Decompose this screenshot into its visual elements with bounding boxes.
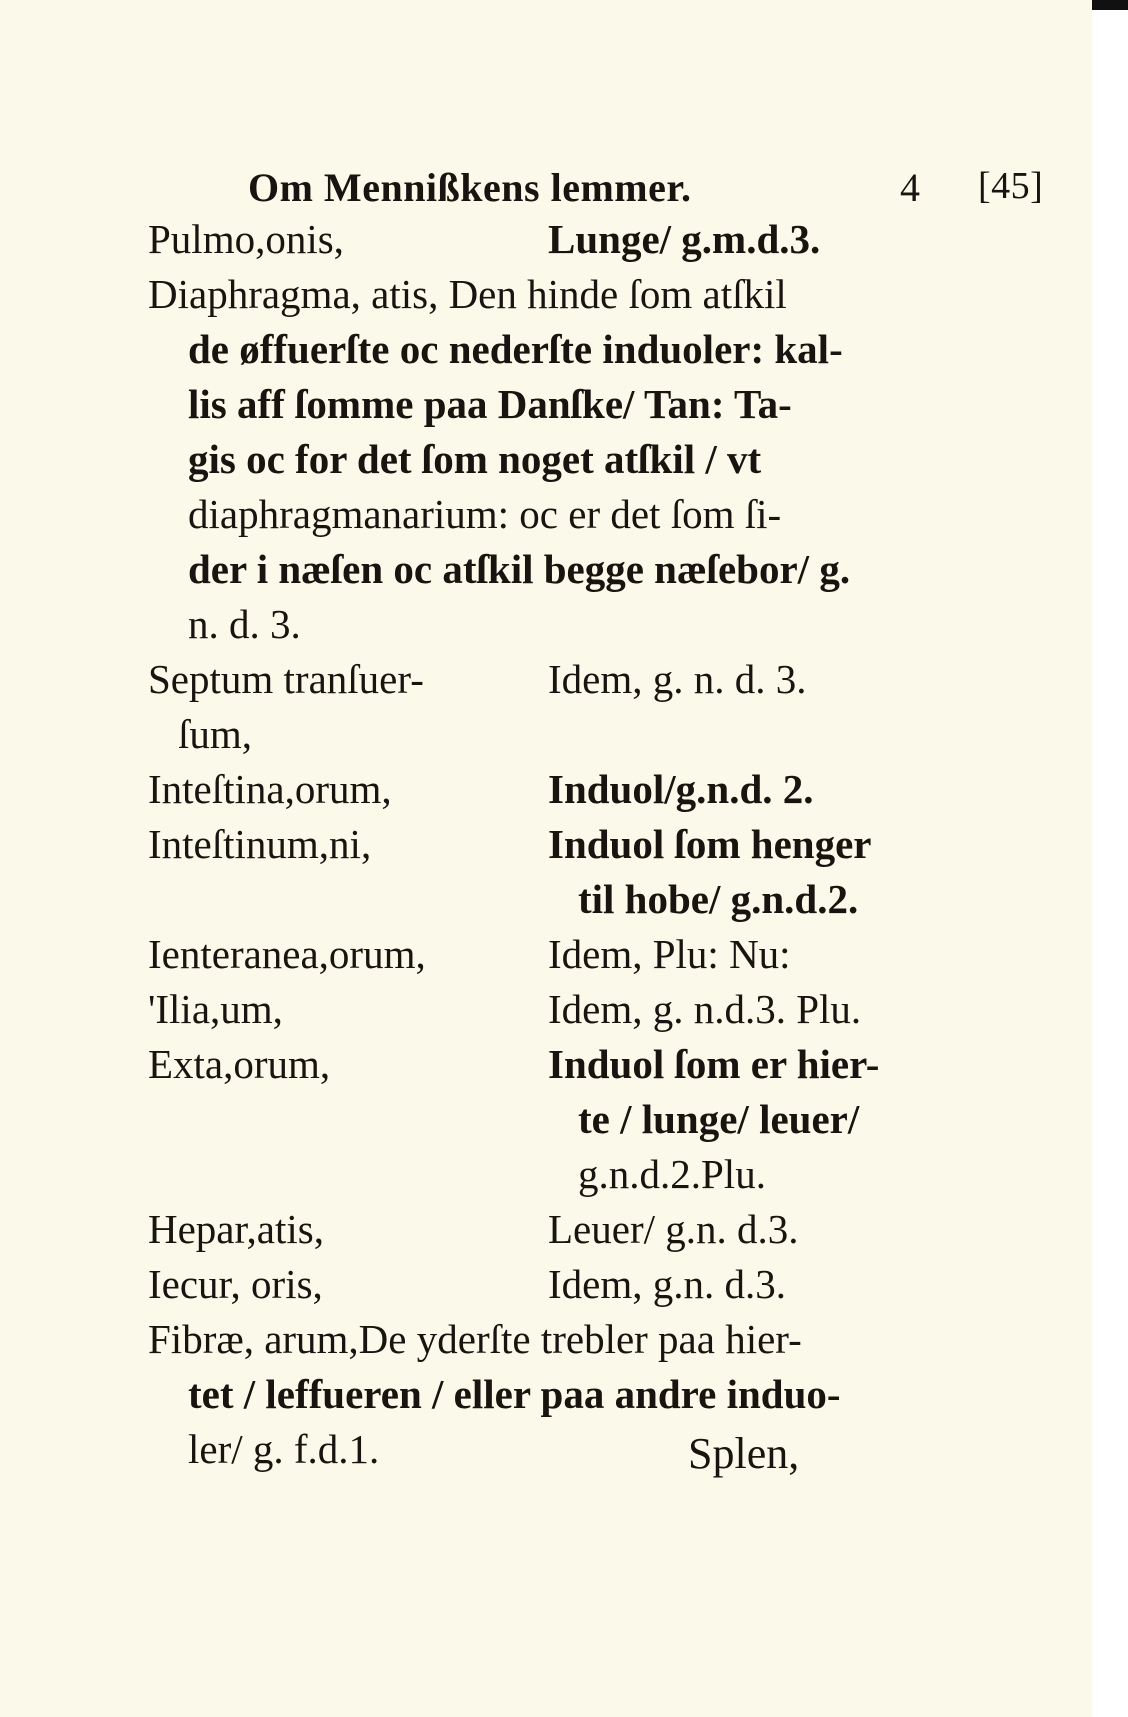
danish-gloss: Induol ſom henger [548,821,872,867]
entry-line: der i næſen oc atſkil begge næſebor/ g. [188,546,851,592]
danish-gloss: Leuer/ g.n. d.3. [548,1206,799,1252]
glossary-entry [148,1257,968,1312]
danish-gloss: Induol ſom er hier- [548,1041,880,1087]
danish-gloss: Idem, g.n. d.3. [548,1261,786,1307]
catchword: Splen, [688,1429,800,1478]
entry-line: diaphragmanarium: oc er det ſom ſi- [188,491,782,537]
entry-line: Fibræ, arum,De yderſte trebler paa hier- [148,1316,802,1362]
danish-gloss: Lunge/ g.m.d.3. [548,216,821,262]
latin-term: 'Ilia,um, [148,986,283,1032]
latin-term-cont: ſum, [178,711,253,757]
danish-gloss-cont: g.n.d.2.Plu. [578,1151,766,1197]
glossary-entry [148,1312,968,1477]
entry-line: lis aff ſomme paa Danſke/ Tan: Ta- [188,381,792,427]
entry-line: gis oc for det ſom noget atſkil / vt [188,436,762,482]
danish-gloss-cont: te / lunge/ leuer/ [578,1096,860,1142]
page-body [148,160,1044,1477]
danish-gloss-cont: til hobe/ g.n.d.2. [578,876,859,922]
scan-edge-mark [1092,0,1128,10]
glossary-entry [148,212,968,267]
glossary-entry [148,267,968,652]
latin-term: Pulmo,onis, [148,216,344,262]
latin-term: Ienteranea,orum, [148,931,426,977]
danish-gloss: Idem, g. n.d.3. Plu. [548,986,862,1032]
running-head [148,160,1044,212]
page-number: [45] [978,165,1044,207]
danish-gloss: Induol/g.n.d. 2. [548,766,814,812]
glossary-entry [148,982,968,1037]
entry-line: ler/ g. f.d.1. [188,1426,380,1472]
glossary-entry [148,762,968,817]
glossary-entry [148,1202,968,1257]
entry-line: n. d. 3. [188,601,301,647]
glossary-entry [148,927,968,982]
glossary-entry [148,652,968,762]
danish-gloss: Idem, g. n. d. 3. [548,656,807,702]
glossary-entry [148,817,968,927]
running-title: Om Mennißkens lemmer. [248,165,692,210]
folio-number: 4 [900,165,921,210]
latin-term: Inteſtinum,ni, [148,821,372,867]
entry-line: Diaphragma, atis, Den hinde ſom atſkil [148,271,787,317]
entry-line: de øffuerſte oc nederſte induoler: kal- [188,326,843,372]
entry-line: tet / leffueren / eller paa andre induo- [188,1371,841,1417]
glossary-entry [148,1037,968,1202]
danish-gloss: Idem, Plu: Nu: [548,931,791,977]
latin-term: Exta,orum, [148,1041,331,1087]
latin-term: Hepar,atis, [148,1206,324,1252]
latin-term: Septum tranſuer- [148,656,424,702]
latin-term: Inteſtina,orum, [148,766,392,812]
latin-term: Iecur, oris, [148,1261,323,1307]
